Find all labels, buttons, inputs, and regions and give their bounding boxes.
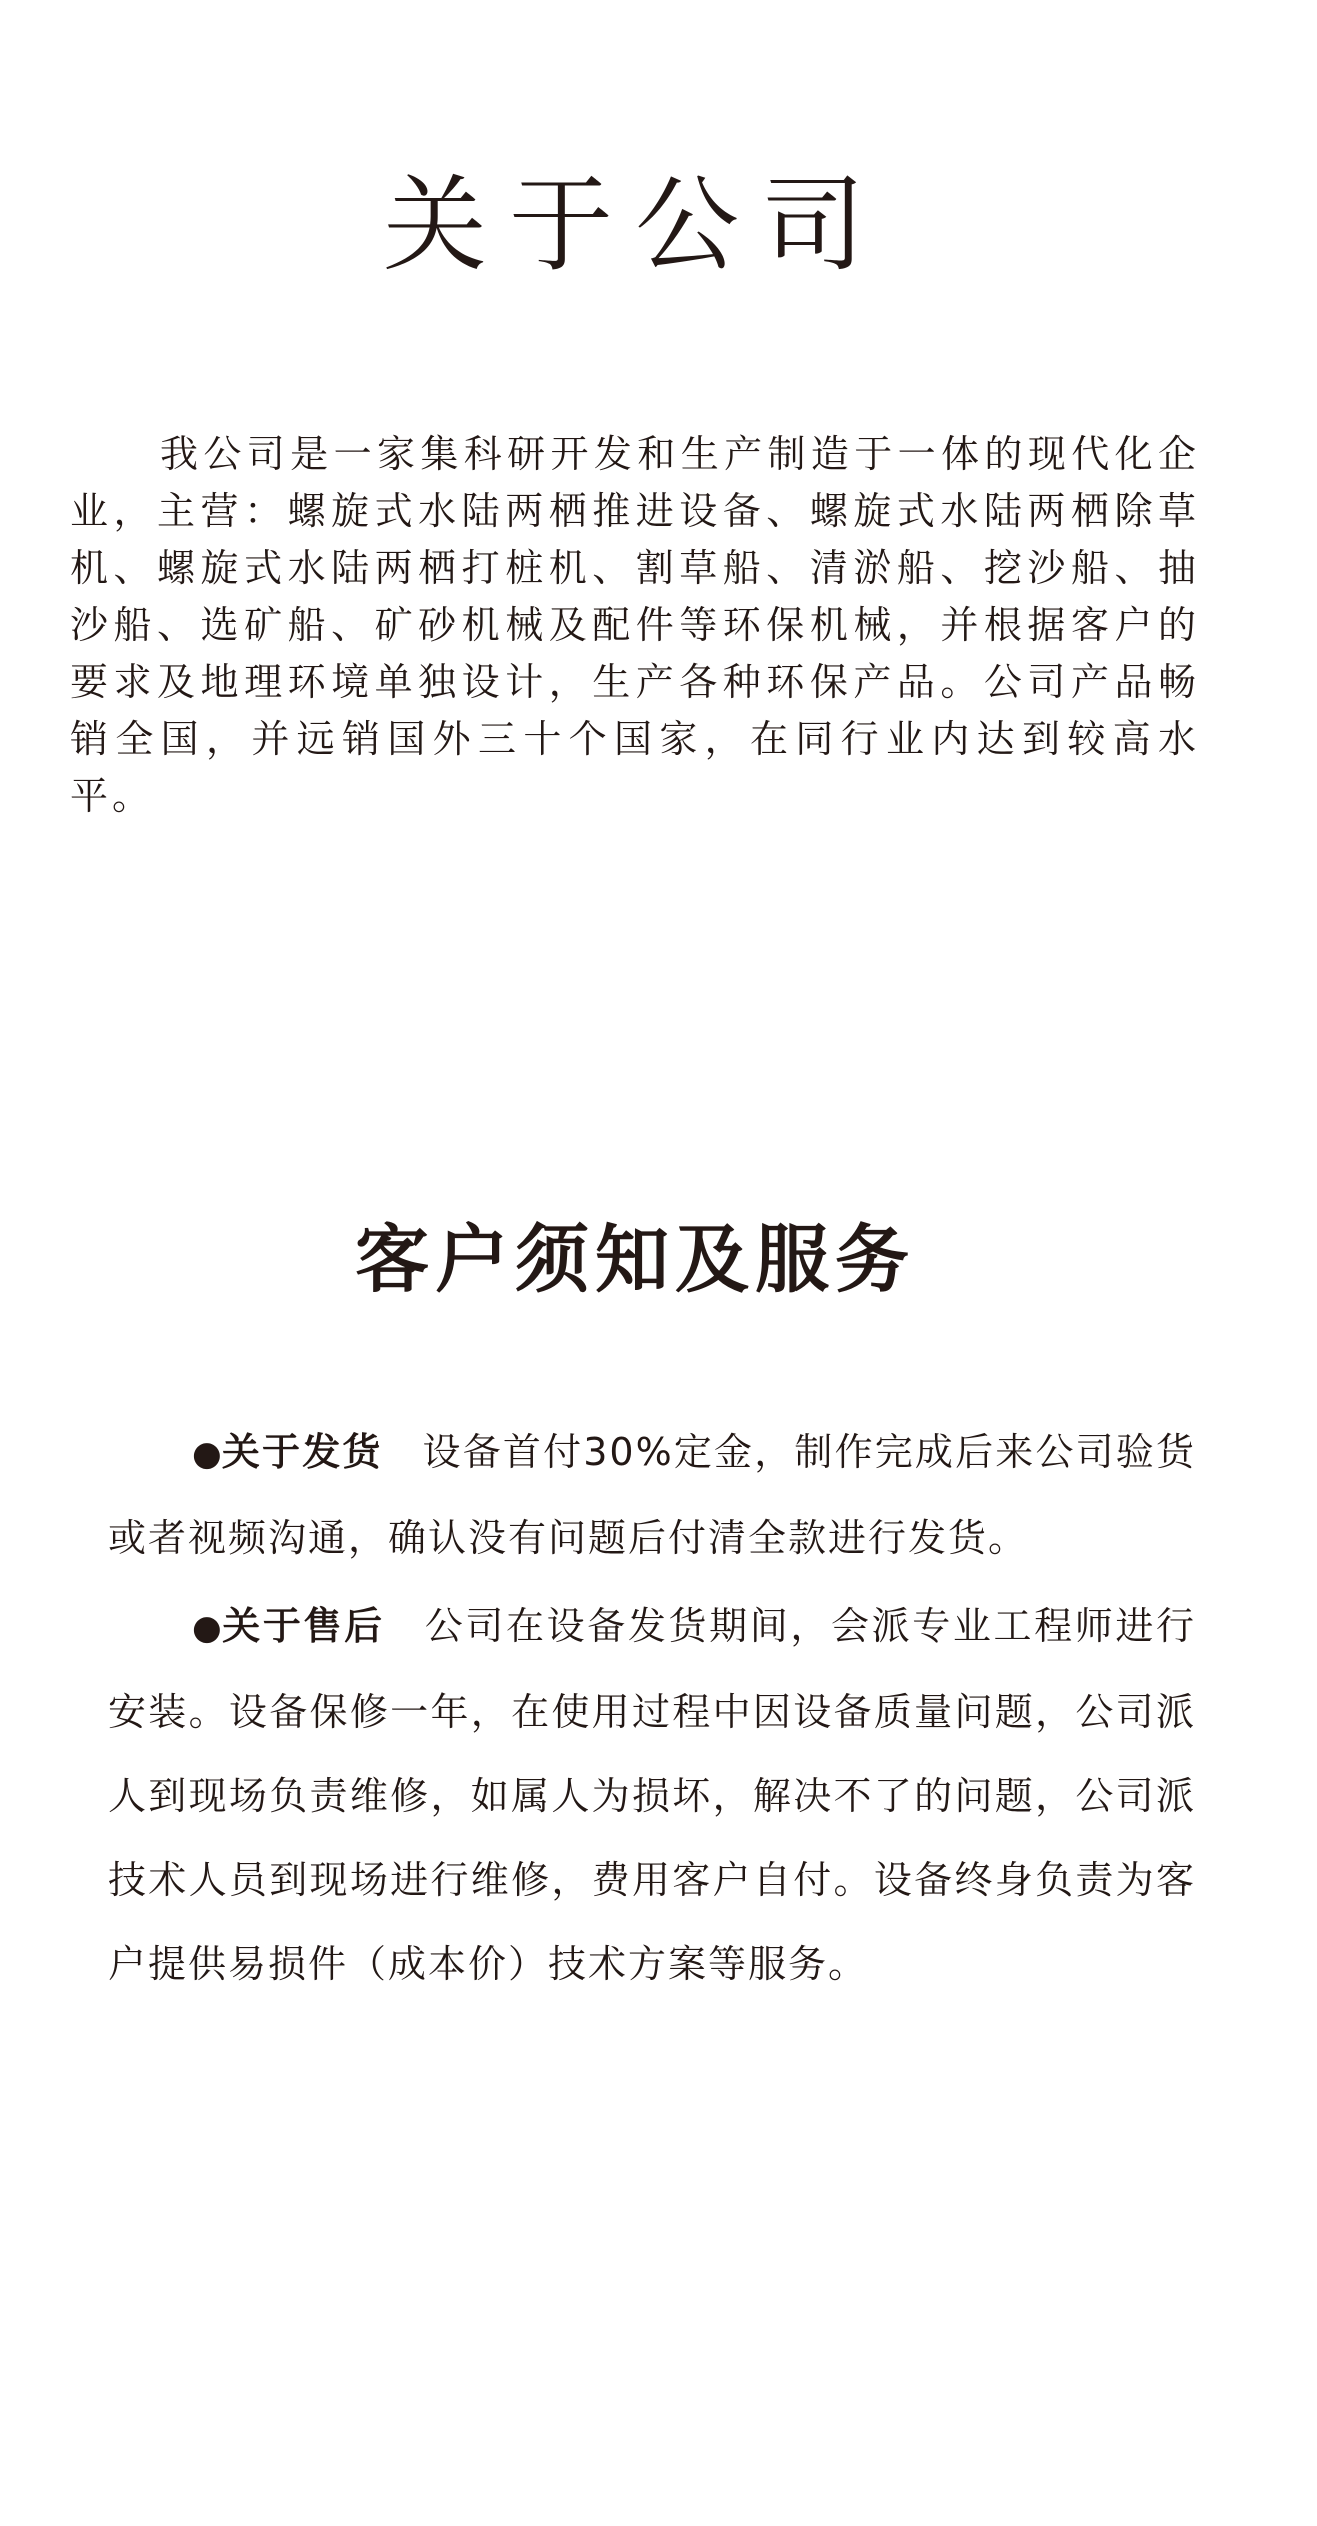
about-company-body: 我公司是一家集科研开发和生产制造于一体的现代化企业，主营：螺旋式水陆两栖推进设备、螺旋式水陆两栖除草机、螺旋式水陆两栖打桩机、割草船、清淤船、挖沙船、抽沙船、选矿船、矿砂机械及配件等环保机械，并根据客户的要求及地理环境单独设计，生产各种环保产品。公司产品畅销全国，并远销国外三十个国家，在同行业内达到较高水平。 <box>70 432 1200 818</box>
shipping-heading: 关于发货 <box>221 1430 383 1474</box>
after-sales-text: 公司在设备发货期间，会派专业工程师进行安装。设备保修一年，在使用过程中因设备质量问题，公司派人到现场负责维修，如属人为损坏，解决不了的问题，公司派技术人员到现场进行维修，费用客户自付。设备终身负责为客户提供易损件（成本价）技术方案等服务。 <box>108 1604 1196 1986</box>
service-item-shipping <box>108 1410 1196 1580</box>
after-sales-heading: 关于售后 <box>222 1604 385 1648</box>
service-list <box>108 1410 1196 2010</box>
bullet-icon: ● <box>192 1434 222 1474</box>
shipping-text: 设备首付30%定金，制作完成后来公司验货或者视频沟通，确认没有问题后付清全款进行发货。 <box>108 1430 1196 1560</box>
bullet-icon: ● <box>192 1608 223 1648</box>
customer-service-title: 客户须知及服务 <box>355 1217 915 1303</box>
about-company-title: 关于公司 <box>382 164 887 286</box>
service-item-after-sales <box>108 1584 1196 2006</box>
